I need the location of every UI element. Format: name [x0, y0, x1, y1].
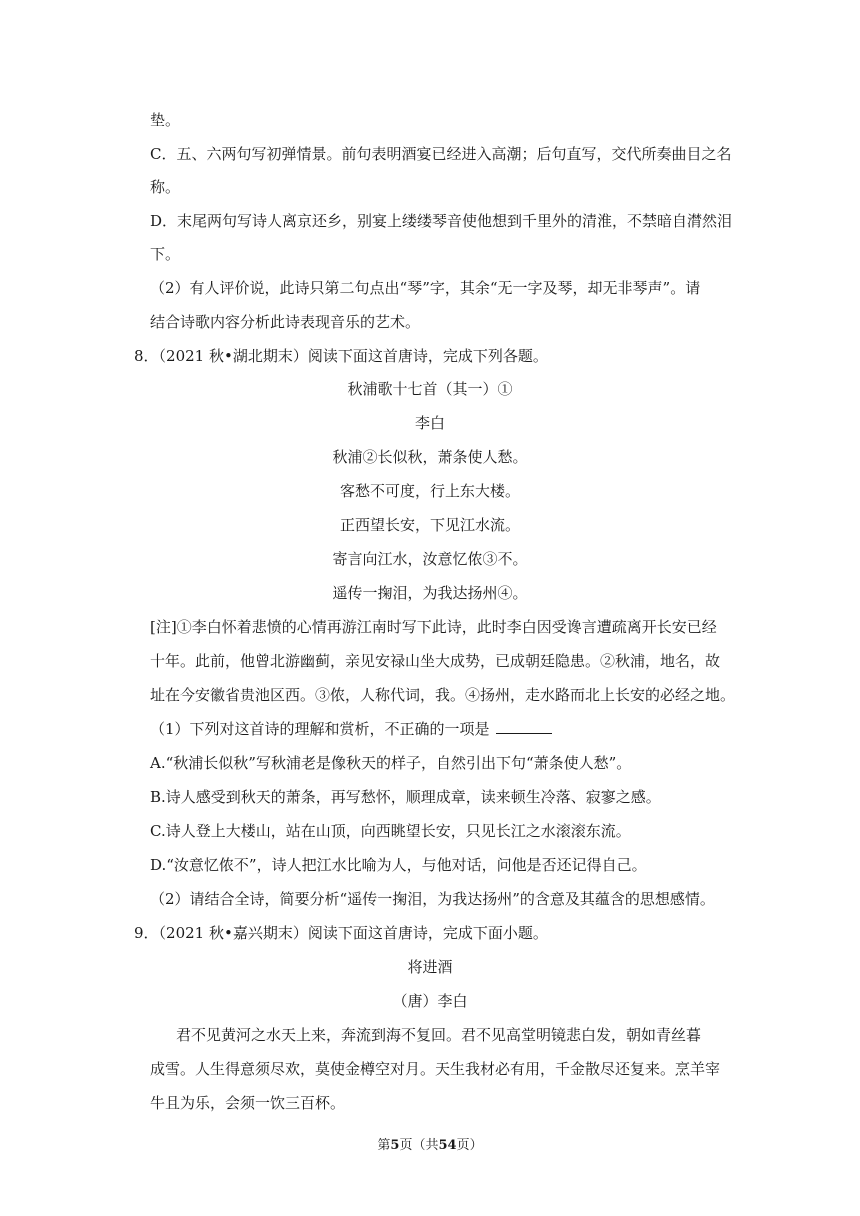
poem-line: 遥传一掬泪，为我达扬州④。 — [332, 584, 528, 602]
option-c: C．五、六两句写初弹情景。前句表明酒宴已经进入高潮；后句直写，交代所奏曲目之名 — [150, 145, 732, 163]
note-line: 址在今安徽省贵池区西。③侬，人称代词，我。④扬州，走水路而北上长安的必经之地。 — [150, 686, 736, 704]
option-d: D．末尾两句写诗人离京还乡，别宴上缕缕琴音使他想到千里外的清淮，不禁暗自潸然泪 — [150, 212, 733, 230]
footer-prefix: 第 — [377, 1138, 391, 1153]
text-line: 下。 — [150, 245, 181, 263]
page-total: 54 — [438, 1138, 457, 1153]
page-number: 5 — [390, 1138, 400, 1153]
answer-blank — [496, 719, 552, 734]
poem-line: 成雪。人生得意须尽欢，莫使金樽空对月。天生我材必有用，千金散尽还复来。烹羊宰 — [150, 1060, 721, 1078]
sub-question-1 — [150, 718, 740, 740]
poem-line: 君不见黄河之水天上来，奔流到海不复回。君不见高堂明镜悲白发，朝如青丝暮 — [176, 1026, 702, 1044]
note-line: [注]①李白怀着悲愤的心情再游江南时写下此诗，此时李白因受谗言遭疏离开长安已经 — [150, 618, 717, 636]
poem-author: 李白 — [414, 414, 445, 432]
sub-question-1-text: （1）下列对这首诗的理解和赏析，不正确的一项是 — [150, 720, 490, 738]
text-line: 称。 — [150, 178, 181, 196]
poem-title: 将进酒 — [407, 958, 453, 976]
footer-mid: 页（共 — [399, 1138, 439, 1153]
poem-title: 秋浦歌十七首（其一）① — [347, 380, 513, 398]
option-a: A.“秋浦长似秋”写秋浦老是像秋天的样子，自然引出下句“萧条使人愁”。 — [150, 754, 632, 772]
poem-line: 正西望长安，下见江水流。 — [339, 516, 520, 534]
text-line: 结合诗歌内容分析此诗表现音乐的艺术。 — [150, 313, 421, 331]
question-8: 8．（2021 秋•湖北期末）阅读下面这首唐诗，完成下列各题。 — [134, 347, 548, 365]
text-line: 垫。 — [150, 111, 181, 129]
poem-line: 牛且为乐，会须一饮三百杯。 — [150, 1094, 346, 1112]
option-b: B.诗人感受到秋天的萧条，再写愁怀，顺理成章，读来顿生冷落、寂寥之感。 — [150, 788, 661, 806]
poem-line: 秋浦②长似秋，萧条使人愁。 — [332, 448, 528, 466]
poem-line: 寄言向江水，汝意忆侬③不。 — [332, 550, 528, 568]
question-9: 9．（2021 秋•嘉兴期末）阅读下面这首唐诗，完成下面小题。 — [134, 924, 548, 942]
footer-suffix: 页） — [456, 1138, 483, 1153]
poem-author: （唐）李白 — [392, 992, 468, 1010]
note-line: 十年。此前，他曾北游幽蓟，亲见安禄山坐大成势，已成朝廷隐患。②秋浦，地名，故 — [150, 652, 721, 670]
poem-line: 客愁不可度，行上东大楼。 — [339, 482, 520, 500]
sub-question-2: （2）请结合全诗，简要分析“遥传一掬泪，为我达扬州”的含意及其蕴含的思想感情。 — [150, 890, 715, 908]
option-d: D.“汝意忆侬不”，诗人把江水比喻为人，与他对话，问他是否还记得自己。 — [150, 856, 647, 874]
option-c: C.诗人登上大楼山，站在山顶，向西眺望长安，只见长江之水滚滚东流。 — [150, 822, 631, 840]
sub-question-2: （2）有人评价说，此诗只第二句点出“琴”字，其余“无一字及琴，却无非琴声”。请 — [150, 279, 701, 297]
page-footer — [0, 1136, 860, 1156]
